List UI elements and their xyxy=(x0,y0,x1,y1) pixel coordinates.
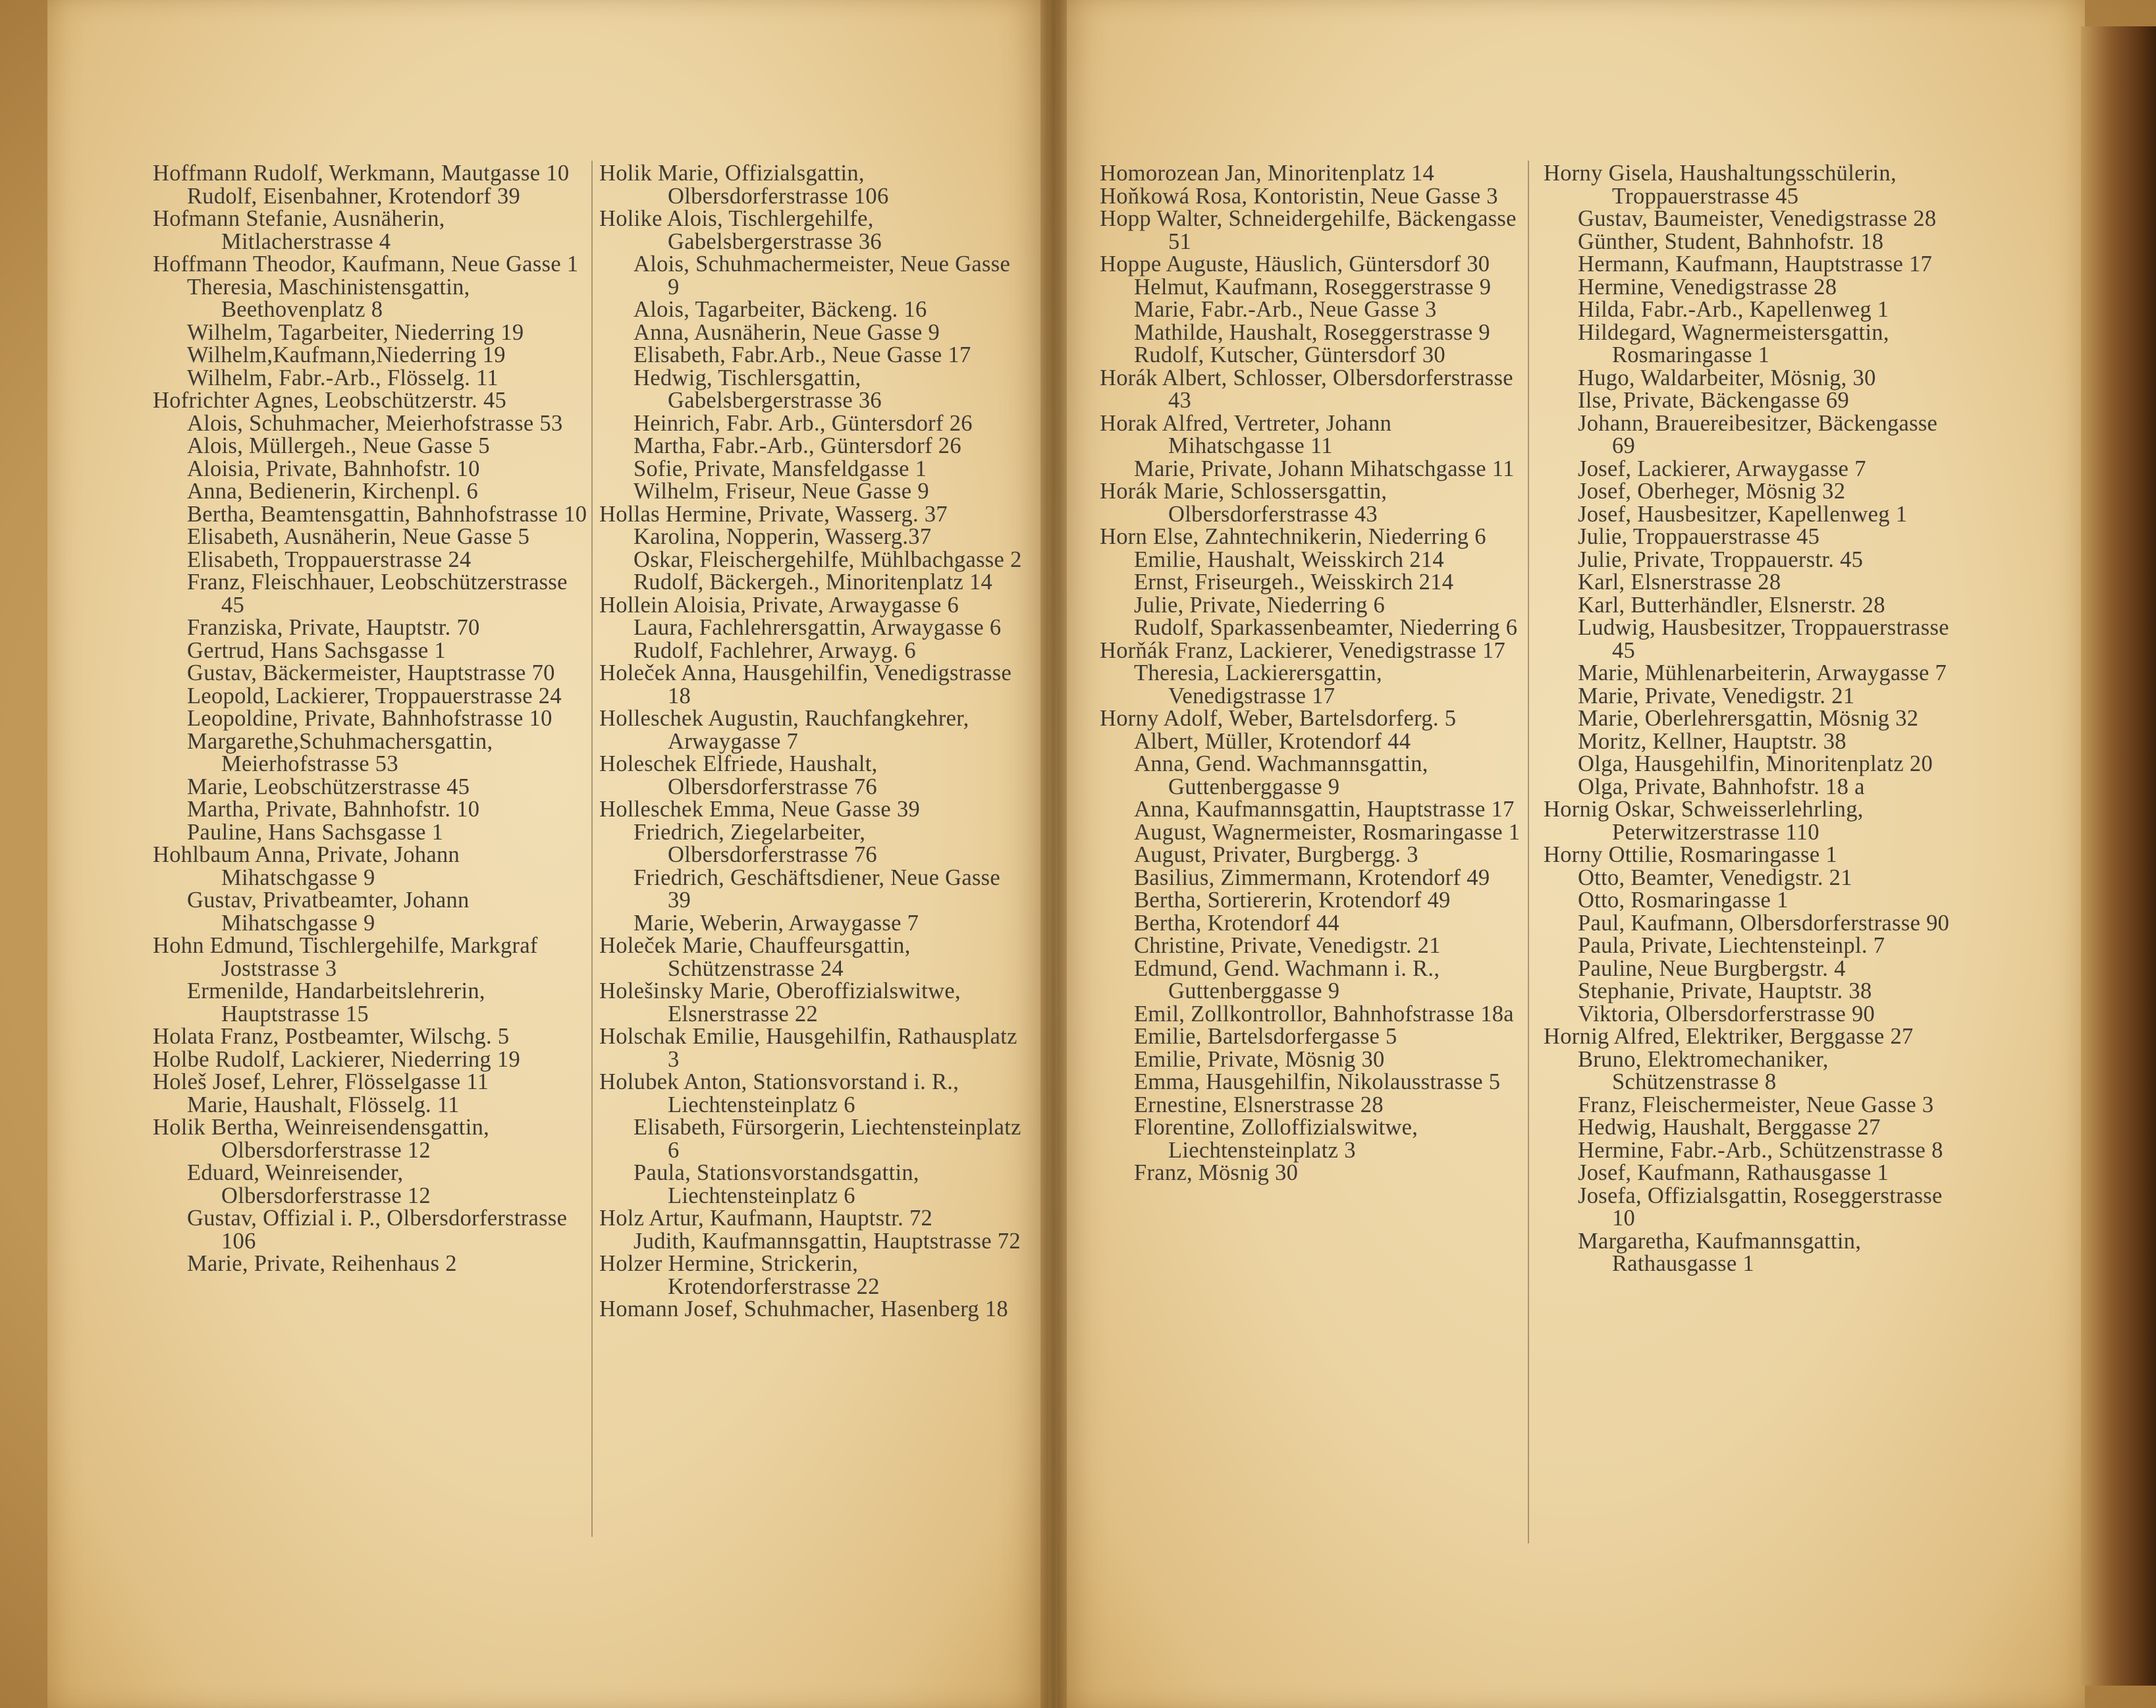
directory-entry: Gustav, Privatbeamter, Johann Mihatschgasse 9 xyxy=(187,888,470,936)
directory-entry: Olga, Private, Bahnhofstr. 18 a xyxy=(1578,774,1865,799)
directory-entry: Hoffmann Rudolf, Werkmann, Mautgasse 10 xyxy=(153,161,570,186)
directory-entry: Holeček Marie, Chauffeursgattin, Schützenstrasse 24 xyxy=(599,933,911,981)
directory-entry: Hohn Edmund, Tischlergehilfe, Markgraf Joststrasse 3 xyxy=(153,933,538,981)
directory-entry: Holeschek Elfriede, Haushalt, Olbersdorferstrasse 76 xyxy=(599,751,878,799)
directory-entry: Margarethe,Schuhmachersgattin, Meierhofstrasse 53 xyxy=(187,728,493,776)
directory-entry: Franz, Fleischhauer, Leobschützerstrasse 45 xyxy=(187,570,568,618)
directory-entry: Homorozean Jan, Minoritenplatz 14 xyxy=(1100,161,1435,186)
directory-entry: Marie, Mühlenarbeiterin, Arwaygasse 7 xyxy=(1578,660,1947,685)
directory-entry: Edmund, Gend. Wachmann i. R., Guttenberggasse 9 xyxy=(1134,955,1440,1003)
directory-entry: Gustav, Bäckermeister, Hauptstrasse 70 xyxy=(187,660,555,685)
directory-entry: Ilse, Private, Bäckengasse 69 xyxy=(1578,388,1850,413)
directory-entry: Oskar, Fleischergehilfe, Mühlbachgasse 2 xyxy=(633,547,1022,572)
directory-entry: Theresia, Lackierersgattin, Venedigstrasse 17 xyxy=(1134,660,1382,708)
directory-entry: Pauline, Hans Sachsgasse 1 xyxy=(187,819,444,845)
column-2 xyxy=(599,162,1027,1321)
directory-entry: Holleschek Emma, Neue Gasse 39 xyxy=(599,797,921,822)
directory-entry: Judith, Kaufmannsgattin, Hauptstrasse 72 xyxy=(633,1228,1021,1254)
directory-entry: Hoffmann Theodor, Kaufmann, Neue Gasse 1 xyxy=(153,252,579,277)
directory-entry: Alois, Müllergeh., Neue Gasse 5 xyxy=(187,433,490,458)
directory-entry: Marie, Leobschützerstrasse 45 xyxy=(187,774,470,799)
directory-entry: Wilhelm,Kaufmann,Niederring 19 xyxy=(187,342,506,367)
directory-entry: Rudolf, Sparkassenbeamter, Niederring 6 xyxy=(1134,615,1518,640)
directory-entry: Holik Bertha, Weinreisendensgattin, Olbersdorferstrasse 12 xyxy=(153,1115,490,1163)
directory-entry: Elisabeth, Fabr.Arb., Neue Gasse 17 xyxy=(633,342,971,367)
directory-entry: Holeš Josef, Lehrer, Flösselgasse 11 xyxy=(153,1069,489,1094)
directory-entry: Albert, Müller, Krotendorf 44 xyxy=(1134,728,1411,754)
directory-entry: Josef, Oberheger, Mösnig 32 xyxy=(1578,479,1846,504)
directory-entry: Aloisia, Private, Bahnhofstr. 10 xyxy=(187,456,480,481)
directory-entry: Hofrichter Agnes, Leobschützerstr. 45 xyxy=(153,388,507,413)
directory-entry: Alois, Tagarbeiter, Bäckeng. 16 xyxy=(633,297,927,322)
directory-entry: Josef, Lackierer, Arwaygasse 7 xyxy=(1578,456,1866,481)
directory-entry: Anna, Ausnäherin, Neue Gasse 9 xyxy=(633,319,940,345)
directory-entry: Bertha, Krotendorf 44 xyxy=(1134,910,1339,936)
directory-entry: Emil, Zollkontrollor, Bahnhofstrasse 18a xyxy=(1134,1001,1514,1027)
directory-entry: Hermine, Venedigstrasse 28 xyxy=(1578,274,1837,300)
directory-entry: Paula, Private, Liechtensteinpl. 7 xyxy=(1578,933,1885,958)
directory-entry: Bruno, Elektromechaniker, Schützenstrasse 8 xyxy=(1578,1046,1829,1094)
directory-entry: Rudolf, Bäckergeh., Minoritenplatz 14 xyxy=(633,570,993,595)
directory-entry: Moritz, Kellner, Hauptstr. 38 xyxy=(1578,728,1846,754)
directory-entry: Holz Artur, Kaufmann, Hauptstr. 72 xyxy=(599,1206,933,1231)
directory-entry: Wilhelm, Tagarbeiter, Niederring 19 xyxy=(187,319,524,345)
directory-entry: Karl, Butterhändler, Elsnerstr. 28 xyxy=(1578,592,1885,618)
directory-entry: Bertha, Beamtensgattin, Bahnhofstrasse 10 xyxy=(187,501,587,527)
directory-entry: Hermann, Kaufmann, Hauptstrasse 17 xyxy=(1578,252,1933,277)
directory-entry: Karl, Elsnerstrasse 28 xyxy=(1578,570,1781,595)
directory-entry: Ernst, Friseurgeh., Weisskirch 214 xyxy=(1134,570,1454,595)
directory-entry: Horny Gisela, Haushaltungsschülerin, Troppauerstrasse 45 xyxy=(1544,161,1897,209)
directory-entry: Ermenilde, Handarbeitslehrerin, Hauptstrasse 15 xyxy=(187,978,485,1027)
directory-entry: Sofie, Private, Mansfeldgasse 1 xyxy=(633,456,927,481)
column-4 xyxy=(1544,162,1965,1275)
column-rule-left xyxy=(591,161,593,1537)
directory-entry: Marie, Haushalt, Flösselg. 11 xyxy=(187,1092,460,1117)
directory-entry: Holschak Emilie, Hausgehilfin, Rathausplatz 3 xyxy=(599,1024,1017,1072)
directory-entry: Horák Albert, Schlosser, Olbersdorferstrasse 43 xyxy=(1100,365,1513,413)
directory-entry: Anna, Gend. Wachmannsgattin, Guttenberggasse 9 xyxy=(1134,751,1428,799)
directory-entry: Hoňkowá Rosa, Kontoristin, Neue Gasse 3 xyxy=(1100,183,1498,209)
directory-entry: Günther, Student, Bahnhofstr. 18 xyxy=(1578,228,1884,254)
directory-entry: Hedwig, Haushalt, Berggasse 27 xyxy=(1578,1115,1881,1140)
directory-entry: Emilie, Private, Mösnig 30 xyxy=(1134,1046,1385,1072)
column-rule-right xyxy=(1528,161,1529,1543)
directory-entry: Rudolf, Fachlehrer, Arwayg. 6 xyxy=(633,637,916,663)
directory-entry: Horák Marie, Schlossersgattin, Olbersdorferstrasse 43 xyxy=(1100,479,1388,527)
directory-entry: Laura, Fachlehrersgattin, Arwaygasse 6 xyxy=(633,615,1002,640)
directory-entry: Elisabeth, Fürsorgerin, Liechtensteinplatz 6 xyxy=(633,1115,1021,1163)
directory-entry: Hermine, Fabr.-Arb., Schützenstrasse 8 xyxy=(1578,1137,1943,1163)
directory-entry: Alois, Schuhmacher, Meierhofstrasse 53 xyxy=(187,410,563,436)
directory-entry: Holeček Anna, Hausgehilfin, Venedigstrasse 18 xyxy=(599,660,1012,708)
directory-entry: Homann Josef, Schuhmacher, Hasenberg 18 xyxy=(599,1296,1008,1321)
directory-entry: Anna, Kaufmannsgattin, Hauptstrasse 17 xyxy=(1134,797,1515,822)
directory-entry: Otto, Beamter, Venedigstr. 21 xyxy=(1578,865,1852,890)
directory-entry: Friedrich, Geschäftsdiener, Neue Gasse 39 xyxy=(633,865,1001,913)
directory-entry: Holzer Hermine, Strickerin, Krotendorferstrasse 22 xyxy=(599,1251,880,1299)
directory-entry: August, Privater, Burgbergg. 3 xyxy=(1134,842,1418,867)
directory-entry: Holleschek Augustin, Rauchfangkehrer, Arwaygasse 7 xyxy=(599,706,969,754)
directory-entry: Gertrud, Hans Sachsgasse 1 xyxy=(187,637,446,663)
directory-entry: Eduard, Weinreisender, Olbersdorferstrasse 12 xyxy=(187,1160,431,1208)
directory-entry: Hedwig, Tischlersgattin, Gabelsbergerstrasse 36 xyxy=(633,365,882,413)
directory-entry: Wilhelm, Friseur, Neue Gasse 9 xyxy=(633,479,929,504)
directory-entry: Marie, Oberlehrersgattin, Mösnig 32 xyxy=(1578,706,1919,731)
directory-entry: Hugo, Waldarbeiter, Mösnig, 30 xyxy=(1578,365,1876,390)
directory-entry: Hollas Hermine, Private, Wasserg. 37 xyxy=(599,501,948,527)
directory-entry: Franz, Mösnig 30 xyxy=(1134,1160,1299,1185)
directory-entry: Josefa, Offizialsgattin, Roseggerstrasse 10 xyxy=(1578,1183,1943,1231)
directory-entry: Marie, Weberin, Arwaygasse 7 xyxy=(633,910,919,936)
directory-entry: Martha, Private, Bahnhofstr. 10 xyxy=(187,797,480,822)
directory-entry: Otto, Rosmaringasse 1 xyxy=(1578,888,1789,913)
directory-entry: Gustav, Baumeister, Venedigstrasse 28 xyxy=(1578,206,1937,231)
directory-entry: Emilie, Bartelsdorfergasse 5 xyxy=(1134,1024,1397,1049)
directory-entry: Paula, Stationsvorstandsgattin, Liechtensteinplatz 6 xyxy=(633,1160,919,1208)
directory-entry: Friedrich, Ziegelarbeiter, Olbersdorferstrasse 76 xyxy=(633,819,877,867)
directory-entry: Holata Franz, Postbeamter, Wilschg. 5 xyxy=(153,1024,510,1049)
book-gutter xyxy=(1040,0,1067,1708)
directory-entry: Hilda, Fabr.-Arb., Kapellenweg 1 xyxy=(1578,297,1889,322)
directory-entry: Josef, Hausbesitzer, Kapellenweg 1 xyxy=(1578,501,1908,527)
directory-entry: Hornig Oskar, Schweisserlehrling, Peterwitzerstrasse 110 xyxy=(1544,797,1864,845)
directory-entry: Pauline, Neue Burgbergstr. 4 xyxy=(1578,955,1846,981)
directory-entry: Horny Adolf, Weber, Bartelsdorferg. 5 xyxy=(1100,706,1457,731)
directory-entry: Holike Alois, Tischlergehilfe, Gabelsbergerstrasse 36 xyxy=(599,206,882,254)
directory-entry: Stephanie, Private, Hauptstr. 38 xyxy=(1578,978,1872,1003)
directory-entry: Marie, Private, Reihenhaus 2 xyxy=(187,1251,457,1276)
directory-entry: Hoppe Auguste, Häuslich, Güntersdorf 30 xyxy=(1100,252,1490,277)
directory-entry: Gustav, Offizial i. P., Olbersdorferstrasse 106 xyxy=(187,1206,568,1254)
directory-entry: August, Wagnermeister, Rosmaringasse 1 xyxy=(1134,819,1521,845)
directory-entry: Franziska, Private, Hauptstr. 70 xyxy=(187,615,480,640)
directory-entry: Christine, Private, Venedigstr. 21 xyxy=(1134,933,1441,958)
directory-entry: Ludwig, Hausbesitzer, Troppauerstrasse 45 xyxy=(1578,615,1949,663)
page-edges xyxy=(2081,26,2156,1686)
directory-entry: Hornig Alfred, Elektriker, Berggasse 27 xyxy=(1544,1024,1914,1049)
directory-entry: Marie, Fabr.-Arb., Neue Gasse 3 xyxy=(1134,297,1437,322)
directory-entry: Helmut, Kaufmann, Roseggerstrasse 9 xyxy=(1134,274,1492,300)
directory-entry: Holik Marie, Offizialsgattin, Olbersdorferstrasse 106 xyxy=(599,161,889,209)
directory-entry: Holešinsky Marie, Oberoffizialswitwe, Elsnerstrasse 22 xyxy=(599,978,961,1027)
directory-entry: Horňák Franz, Lackierer, Venedigstrasse 17 xyxy=(1100,637,1506,663)
directory-entry: Wilhelm, Fabr.-Arb., Flösselg. 11 xyxy=(187,365,499,390)
directory-entry: Hildegard, Wagnermeistersgattin, Rosmaringasse 1 xyxy=(1578,319,1889,367)
directory-entry: Horn Else, Zahntechnikerin, Niederring 6 xyxy=(1100,524,1486,549)
directory-entry: Rudolf, Kutscher, Güntersdorf 30 xyxy=(1134,342,1445,367)
directory-entry: Emilie, Haushalt, Weisskirch 214 xyxy=(1134,547,1444,572)
directory-entry: Paul, Kaufmann, Olbersdorferstrasse 90 xyxy=(1578,910,1950,936)
directory-entry: Franz, Fleischermeister, Neue Gasse 3 xyxy=(1578,1092,1934,1117)
directory-entry: Florentine, Zolloffizialswitwe, Liechtensteinplatz 3 xyxy=(1134,1115,1418,1163)
directory-entry: Anna, Bedienerin, Kirchenpl. 6 xyxy=(187,479,479,504)
column-3 xyxy=(1100,162,1521,1185)
directory-entry: Julie, Private, Niederring 6 xyxy=(1134,592,1386,618)
directory-entry: Hofmann Stefanie, Ausnäherin, Mitlacherstrasse 4 xyxy=(153,206,445,254)
directory-entry: Rudolf, Eisenbahner, Krotendorf 39 xyxy=(187,183,521,209)
directory-entry: Holbe Rudolf, Lackierer, Niederring 19 xyxy=(153,1046,520,1072)
directory-entry: Leopold, Lackierer, Troppauerstrasse 24 xyxy=(187,683,562,708)
directory-entry: Ernestine, Elsnerstrasse 28 xyxy=(1134,1092,1384,1117)
directory-entry: Martha, Fabr.-Arb., Güntersdorf 26 xyxy=(633,433,961,458)
directory-entry: Leopoldine, Private, Bahnhofstrasse 10 xyxy=(187,706,552,731)
directory-entry: Julie, Private, Troppauerstr. 45 xyxy=(1578,547,1864,572)
directory-entry: Elisabeth, Troppauerstrasse 24 xyxy=(187,547,472,572)
directory-entry: Bertha, Sortiererin, Krotendorf 49 xyxy=(1134,888,1451,913)
directory-entry: Mathilde, Haushalt, Roseggerstrasse 9 xyxy=(1134,319,1490,345)
directory-entry: Josef, Kaufmann, Rathausgasse 1 xyxy=(1578,1160,1889,1185)
column-1 xyxy=(153,162,587,1275)
directory-entry: Johann, Brauereibesitzer, Bäckengasse 69 xyxy=(1578,410,1938,458)
directory-entry: Viktoria, Olbersdorferstrasse 90 xyxy=(1578,1001,1875,1027)
directory-entry: Margaretha, Kaufmannsgattin, Rathausgasse 1 xyxy=(1578,1228,1862,1276)
directory-entry: Karolina, Nopperin, Wasserg.37 xyxy=(633,524,932,549)
directory-entry: Marie, Private, Johann Mihatschgasse 11 xyxy=(1134,456,1515,481)
directory-entry: Emma, Hausgehilfin, Nikolausstrasse 5 xyxy=(1134,1069,1501,1094)
directory-entry: Heinrich, Fabr. Arb., Güntersdorf 26 xyxy=(633,410,973,436)
directory-entry: Holubek Anton, Stationsvorstand i. R., Liechtensteinplatz 6 xyxy=(599,1069,959,1117)
directory-entry: Marie, Private, Venedigstr. 21 xyxy=(1578,683,1855,708)
directory-entry: Alois, Schuhmachermeister, Neue Gasse 9 xyxy=(633,252,1011,300)
directory-entry: Hopp Walter, Schneidergehilfe, Bäckengasse 51 xyxy=(1100,206,1517,254)
directory-entry: Hohlbaum Anna, Private, Johann Mihatschgasse 9 xyxy=(153,842,460,890)
directory-entry: Hollein Aloisia, Private, Arwaygasse 6 xyxy=(599,592,959,618)
directory-entry: Theresia, Maschinistensgattin, Beethovenplatz 8 xyxy=(187,274,470,322)
directory-entry: Julie, Troppauerstrasse 45 xyxy=(1578,524,1820,549)
directory-entry: Horak Alfred, Vertreter, Johann Mihatschgasse 11 xyxy=(1100,410,1392,458)
directory-entry: Basilius, Zimmermann, Krotendorf 49 xyxy=(1134,865,1490,890)
directory-entry: Horny Ottilie, Rosmaringasse 1 xyxy=(1544,842,1837,867)
directory-entry: Elisabeth, Ausnäherin, Neue Gasse 5 xyxy=(187,524,530,549)
directory-entry: Olga, Hausgehilfin, Minoritenplatz 20 xyxy=(1578,751,1933,776)
